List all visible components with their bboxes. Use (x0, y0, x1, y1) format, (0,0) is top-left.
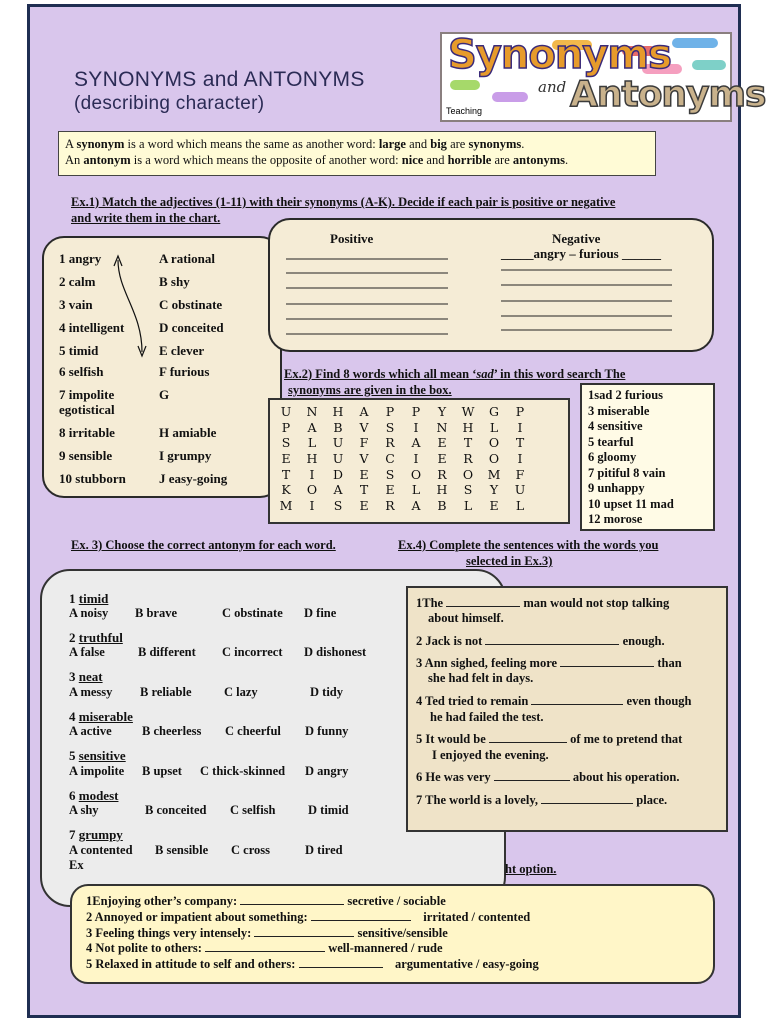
grid-letter[interactable]: S (333, 497, 343, 513)
ex2-heading-2: synonyms are given in the box. (288, 383, 452, 397)
grid-letter[interactable]: R (385, 435, 395, 451)
ex5-heading: ht option. (505, 862, 557, 876)
grid-letter[interactable]: A (411, 435, 421, 451)
ex3-option[interactable]: B brave (135, 606, 178, 620)
ex3-item: 4 miserable (69, 709, 133, 724)
synonym-list-item: 7 pitiful 8 vain (588, 465, 666, 480)
ex5-row: 1Enjoying other’s company: secretive / sociable (86, 894, 446, 908)
synonym-list-item: 9 unhappy (588, 481, 645, 495)
grid-letter[interactable]: U (332, 435, 344, 451)
grid-letter[interactable]: E (281, 451, 291, 467)
grid-letter[interactable]: E (437, 451, 447, 467)
grid-letter[interactable]: W (461, 404, 475, 420)
answer-blank[interactable] (531, 694, 623, 705)
match-left: 3 vain (59, 297, 93, 312)
grid-letter[interactable]: S (385, 419, 395, 435)
ex3-option[interactable]: A noisy (69, 606, 109, 620)
grid-row (273, 420, 533, 436)
grid-row (273, 482, 533, 498)
logo-caption: Teaching (446, 106, 483, 116)
logo-chip (450, 80, 480, 90)
answer-blank[interactable] (494, 770, 570, 781)
grid-letter[interactable]: L (307, 435, 317, 451)
grid-letter[interactable]: U (514, 482, 526, 498)
match-right: D conceited (159, 320, 224, 335)
ex3-option[interactable]: A impolite (69, 764, 125, 778)
ex3-option[interactable]: D funny (305, 724, 349, 738)
match-left-7b: egotistical (59, 402, 115, 417)
grid-letter[interactable]: I (517, 451, 523, 467)
grid-letter[interactable]: U (280, 404, 292, 420)
ex5-row: 3 Feeling things very intensely: sensitive/sensible (86, 926, 448, 940)
page-subtitle: (describing character) (74, 93, 265, 114)
ex3-option[interactable]: D angry (305, 764, 349, 778)
ex1-heading-2: and write them in the chart. (71, 211, 221, 225)
grid-letter[interactable]: R (385, 497, 395, 513)
ex4-heading: Ex.4) Complete the sentences with the words you (398, 538, 659, 552)
grid-letter[interactable]: O (410, 466, 422, 482)
match-left: 7 impolite (59, 387, 115, 402)
answer-blank[interactable] (446, 596, 520, 607)
grid-letter[interactable]: D (332, 466, 344, 482)
ex4-sentence: 5 It would be of me to pretend that (416, 732, 683, 746)
logo-chip (492, 92, 528, 102)
ex3-option[interactable]: C obstinate (222, 606, 283, 620)
logo-chip (672, 38, 718, 48)
grid-letter[interactable]: Y (489, 482, 499, 498)
grid-letter[interactable]: E (359, 466, 369, 482)
ex3-option[interactable]: A active (69, 724, 112, 738)
grid-letter[interactable]: E (489, 497, 499, 513)
ex3-item: 6 modest (69, 788, 119, 803)
ex3-option[interactable]: C lazy (224, 685, 258, 699)
grid-row (273, 498, 533, 514)
grid-letter[interactable]: V (359, 451, 369, 467)
grid-letter[interactable]: P (515, 404, 525, 420)
answer-blank[interactable] (489, 732, 567, 743)
chart-positive-header: Positive (330, 231, 374, 246)
grid-letter[interactable]: S (281, 435, 291, 451)
grid-letter[interactable]: E (437, 435, 447, 451)
grid-letter[interactable]: F (359, 435, 369, 451)
ex3-option[interactable]: C thick-skinned (200, 764, 286, 778)
grid-letter[interactable]: T (281, 466, 291, 482)
grid-letter[interactable]: L (489, 419, 499, 435)
definition-antonym: An antonym is a word which means the opposite of another word: nice and horrible are antonyms. (65, 153, 569, 167)
ex2-heading: Ex.2) Find 8 words which all mean ‘sad’ in this word search The (284, 367, 626, 381)
match-right: G (159, 387, 170, 402)
grid-letter[interactable]: L (463, 497, 473, 513)
ex3-item: 5 sensitive (69, 748, 126, 763)
chart-example: _____angry – furious ______ (501, 246, 661, 261)
answer-blank[interactable] (205, 941, 325, 952)
match-left: 5 timid (59, 343, 99, 358)
grid-letter[interactable]: B (437, 497, 447, 513)
match-right: B shy (159, 274, 190, 289)
grid-letter[interactable]: A (411, 497, 421, 513)
grid-row (273, 404, 533, 420)
ex5-card (70, 884, 715, 984)
grid-letter[interactable]: H (436, 482, 448, 498)
ex3-option[interactable]: D tired (305, 843, 343, 857)
grid-letter[interactable]: M (279, 497, 293, 513)
ex3-option[interactable]: B reliable (140, 685, 192, 699)
grid-row (273, 451, 533, 467)
ex3-item: 3 neat (69, 669, 103, 684)
grid-letter[interactable]: N (436, 419, 448, 435)
word-search-grid (268, 398, 570, 524)
grid-letter[interactable]: S (463, 482, 473, 498)
match-right: F furious (159, 364, 210, 379)
ex3-option[interactable]: B sensible (155, 843, 209, 857)
ex4-sentence-cont: she had felt in days. (428, 671, 534, 685)
grid-letter[interactable]: O (462, 466, 474, 482)
grid-letter[interactable]: R (437, 466, 447, 482)
ex4-sentence: 4 Ted tried to remain even though (416, 694, 692, 708)
ex4-card (406, 586, 728, 832)
answer-blank[interactable] (560, 656, 654, 667)
grid-letter[interactable]: M (487, 466, 501, 482)
ex4-sentence-cont: I enjoyed the evening. (432, 748, 549, 762)
ex4-sentence-cont: about himself. (428, 611, 504, 625)
match-left: 10 stubborn (59, 471, 126, 486)
ex3-option[interactable]: A shy (69, 803, 99, 817)
grid-letter[interactable]: B (333, 419, 343, 435)
ex4-sentence: 1The man would not stop talking (416, 596, 670, 610)
grid-letter[interactable]: Y (437, 404, 447, 420)
synonym-list-box (580, 383, 715, 531)
ex4-sentence-cont: he had failed the test. (430, 710, 544, 724)
ex5-row: 5 Relaxed in attitude to self and others: argumentative / easy-going (86, 957, 539, 971)
answer-blank[interactable] (311, 910, 411, 921)
ex3-option[interactable]: B cheerless (142, 724, 202, 738)
grid-letter[interactable]: P (385, 404, 395, 420)
synonym-list-item: 1sad 2 furious (588, 388, 664, 402)
ex3-option[interactable]: A contented (69, 843, 133, 857)
synonym-list-item: 6 gloomy (588, 450, 637, 464)
ex3-option[interactable]: A false (69, 645, 105, 659)
ex3-option[interactable]: D timid (308, 803, 349, 817)
ex1-heading: Ex.1) Match the adjectives (1-11) with their synonyms (A-K). Decide if each pair is positive or negative (71, 195, 616, 209)
synonym-list-item: 12 morose (588, 512, 643, 526)
match-right: E clever (159, 343, 205, 358)
match-left: 9 sensible (59, 448, 113, 463)
grid-letter[interactable]: U (332, 451, 344, 467)
match-right: A rational (159, 251, 215, 266)
ex5-row: 4 Not polite to others: well-mannered / rude (86, 941, 443, 955)
grid-letter[interactable]: G (489, 404, 499, 420)
ex3-option[interactable]: C cross (231, 843, 271, 857)
ex4-sentence: 7 The world is a lovely, place. (416, 793, 668, 807)
grid-letter[interactable]: H (306, 451, 318, 467)
ex3-option[interactable]: C incorrect (222, 645, 283, 659)
match-left: 6 selfish (59, 364, 104, 379)
synonym-list-item: 10 upset 11 mad (588, 496, 674, 511)
ex3-item: 1 timid (69, 591, 109, 606)
ex3-option[interactable]: B different (138, 645, 196, 659)
grid-letter[interactable]: K (281, 482, 291, 498)
grid-letter[interactable]: I (517, 419, 523, 435)
ex4-heading-2: selected in Ex.3) (466, 554, 553, 568)
grid-letter[interactable]: S (385, 466, 395, 482)
grid-letter[interactable]: I (413, 451, 419, 467)
ex5-row: 2 Annoyed or impatient about something: irritated / contented (86, 910, 531, 924)
grid-letter[interactable]: H (462, 419, 474, 435)
match-right: H amiable (159, 425, 217, 440)
grid-letter[interactable]: T (463, 435, 473, 451)
grid-letter[interactable]: P (281, 419, 291, 435)
ex3-option[interactable]: C selfish (230, 803, 276, 817)
grid-letter[interactable]: O (488, 451, 500, 467)
ex3-option[interactable]: D fine (304, 606, 337, 620)
grid-letter[interactable]: A (333, 482, 343, 498)
grid-letter[interactable]: E (359, 497, 369, 513)
page-title: SYNONYMS and ANTONYMS (74, 68, 365, 91)
synonym-list-item: 4 sensitive (588, 419, 643, 433)
ex3-item: 2 truthful (69, 630, 123, 645)
match-left: 8 irritable (59, 425, 115, 440)
grid-letter[interactable]: O (488, 435, 500, 451)
ex5-heading-cut: Ex (69, 858, 84, 872)
grid-letter[interactable]: E (385, 482, 395, 498)
chart-negative-header: Negative (552, 231, 601, 246)
grid-letter[interactable]: I (413, 419, 419, 435)
grid-letter[interactable]: R (463, 451, 473, 467)
definition-box (58, 131, 656, 176)
match-arrow (108, 252, 148, 362)
answer-blank[interactable] (541, 793, 633, 804)
ex3-option[interactable]: A messy (69, 685, 113, 699)
match-right: I grumpy (159, 448, 212, 463)
grid-letter[interactable]: P (411, 404, 421, 420)
ex4-sentence: 3 Ann sighed, feeling more than (416, 656, 682, 670)
grid-letter[interactable]: F (515, 466, 525, 482)
grid-letter[interactable]: T (359, 482, 369, 498)
grid-letter[interactable]: L (515, 497, 525, 513)
grid-letter[interactable]: I (309, 497, 315, 513)
match-left: 4 intelligent (59, 320, 125, 335)
ex3-option[interactable]: D tidy (310, 685, 343, 699)
grid-letter[interactable]: A (307, 419, 317, 435)
ex4-sentence: 6 He was very about his operation. (416, 770, 680, 784)
ex3-option[interactable]: B conceited (145, 803, 207, 817)
logo-word-synonyms: Synonyms (448, 32, 671, 78)
answer-blank[interactable] (299, 957, 383, 968)
synonyms-antonyms-logo (440, 32, 766, 122)
grid-letter[interactable]: T (515, 435, 525, 451)
synonym-list-item: 5 tearful (588, 434, 634, 449)
grid-letter[interactable]: V (359, 419, 369, 435)
definition-synonym: A synonym is a word which means the same as another word: large and big are synonyms. (65, 137, 525, 151)
answer-blank[interactable] (254, 926, 354, 937)
grid-letter[interactable]: O (306, 482, 318, 498)
grid-letter[interactable]: N (306, 404, 318, 420)
answer-blank[interactable] (240, 894, 344, 905)
match-right: J easy-going (159, 471, 228, 486)
ex4-sentence: 2 Jack is not enough. (416, 634, 665, 648)
chart-answer-lines (284, 256, 684, 336)
grid-letter[interactable]: H (332, 404, 344, 420)
grid-letter[interactable]: I (309, 466, 315, 482)
grid-row (273, 435, 533, 451)
match-left: 1 angry (59, 251, 102, 266)
grid-letter[interactable]: C (385, 451, 395, 467)
logo-chip (692, 60, 726, 70)
logo-word-antonyms: Antonyms (570, 74, 766, 115)
match-right: C obstinate (159, 297, 223, 312)
grid-letter[interactable]: L (411, 482, 421, 498)
ex3-option[interactable]: B upset (142, 764, 182, 778)
grid-letter[interactable]: A (359, 404, 369, 420)
logo-word-and: and (538, 78, 567, 96)
ex3-option[interactable]: D dishonest (304, 645, 367, 659)
answer-blank[interactable] (485, 634, 619, 645)
match-left: 2 calm (59, 274, 96, 289)
grid-row (273, 466, 533, 482)
ex3-item: 7 grumpy (69, 827, 123, 842)
ex3-option[interactable]: C cheerful (225, 724, 281, 738)
synonym-list-item: 3 miserable (588, 403, 650, 418)
ex3-heading: Ex. 3) Choose the correct antonym for each word. (71, 538, 336, 552)
